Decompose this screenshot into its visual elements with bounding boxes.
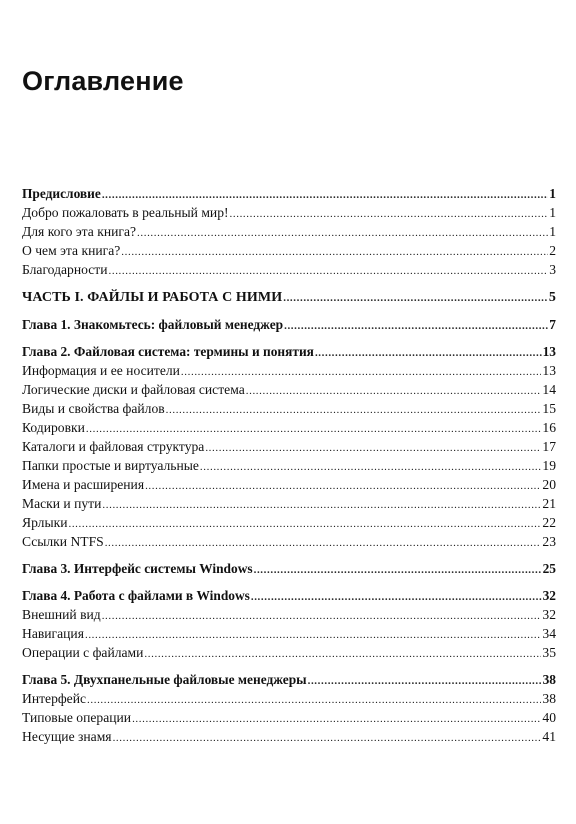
dot-leader bbox=[105, 534, 542, 553]
dot-leader bbox=[284, 317, 548, 336]
dot-leader bbox=[109, 262, 549, 281]
dot-leader bbox=[102, 496, 541, 515]
toc-page-number: 7 bbox=[549, 317, 556, 332]
dot-leader bbox=[102, 607, 542, 626]
toc-entry[interactable] bbox=[22, 418, 556, 437]
toc-entry-chapter-2[interactable] bbox=[22, 342, 556, 361]
dot-leader bbox=[283, 289, 548, 308]
toc-entry-chapter-1[interactable] bbox=[22, 315, 556, 334]
dot-leader bbox=[113, 729, 542, 748]
toc-page-number: 14 bbox=[542, 382, 556, 397]
toc-entry[interactable] bbox=[22, 624, 556, 643]
toc-page-number: 20 bbox=[542, 477, 556, 492]
dot-leader bbox=[137, 224, 548, 243]
toc-entry[interactable] bbox=[22, 643, 556, 662]
toc-page-number: 13 bbox=[542, 363, 556, 378]
toc-entry[interactable] bbox=[22, 708, 556, 727]
toc-entry[interactable] bbox=[22, 475, 556, 494]
dot-leader bbox=[145, 477, 541, 496]
dot-leader bbox=[246, 382, 542, 401]
toc-page-number: 15 bbox=[542, 401, 556, 416]
toc-page-number: 1 bbox=[549, 224, 556, 239]
toc-page-number: 13 bbox=[542, 344, 556, 359]
toc-page-number: 17 bbox=[542, 439, 556, 454]
toc-entry[interactable] bbox=[22, 494, 556, 513]
toc-entry-label: Внешний вид bbox=[22, 607, 101, 622]
toc-entry-label: Каталоги и файловая структура bbox=[22, 439, 205, 454]
toc-entry-label: Кодировки bbox=[22, 420, 85, 435]
toc-entry-label: Глава 3. Интерфейс системы Windows bbox=[22, 561, 253, 576]
toc-entry-label: Предисловие bbox=[22, 186, 101, 201]
dot-leader bbox=[230, 205, 549, 224]
toc-entry[interactable] bbox=[22, 222, 556, 241]
toc-entry-label: Несущие знамя bbox=[22, 729, 112, 744]
toc-entry-label: Благодарности bbox=[22, 262, 108, 277]
toc-entry-chapter-4[interactable] bbox=[22, 586, 556, 605]
toc-page-number: 3 bbox=[549, 262, 556, 277]
toc-page-number: 35 bbox=[542, 645, 556, 660]
toc-entry-label: Глава 5. Двухпанельные файловые менеджеры bbox=[22, 672, 307, 687]
toc-page-number: 32 bbox=[542, 607, 556, 622]
toc-page-number: 41 bbox=[542, 729, 556, 744]
toc-entry[interactable] bbox=[22, 727, 556, 746]
toc-page-number: 25 bbox=[542, 561, 556, 576]
dot-leader bbox=[200, 458, 541, 477]
dot-leader bbox=[85, 626, 541, 645]
toc-page-number: 16 bbox=[542, 420, 556, 435]
toc-entry[interactable] bbox=[22, 380, 556, 399]
toc-entry-part-1[interactable] bbox=[22, 288, 556, 307]
toc-entry-chapter-3[interactable] bbox=[22, 559, 556, 578]
dot-leader bbox=[87, 691, 541, 710]
dot-leader bbox=[132, 710, 541, 729]
toc-entry[interactable] bbox=[22, 203, 556, 222]
toc-entry[interactable] bbox=[22, 532, 556, 551]
toc-page-number: 38 bbox=[542, 672, 556, 687]
dot-leader bbox=[205, 439, 541, 458]
toc-entry-label: Операции с файлами bbox=[22, 645, 144, 660]
toc-page-number: 23 bbox=[542, 534, 556, 549]
toc-page-number: 40 bbox=[542, 710, 556, 725]
dot-leader bbox=[308, 672, 542, 691]
toc-page-number: 1 bbox=[549, 205, 556, 220]
toc-entry-label: О чем эта книга? bbox=[22, 243, 121, 258]
toc-entry[interactable] bbox=[22, 260, 556, 279]
toc-entry-label: Глава 4. Работа с файлами в Windows bbox=[22, 588, 250, 603]
toc-entry[interactable] bbox=[22, 689, 556, 708]
toc-entry-label: Логические диски и файловая система bbox=[22, 382, 245, 397]
toc-entry[interactable] bbox=[22, 456, 556, 475]
toc-page-number: 34 bbox=[542, 626, 556, 641]
toc-page-number: 32 bbox=[542, 588, 556, 603]
toc-page-number: 2 bbox=[549, 243, 556, 258]
toc-page-number: 21 bbox=[542, 496, 556, 511]
dot-leader bbox=[121, 243, 548, 262]
dot-leader bbox=[315, 344, 542, 363]
toc-page-number: 38 bbox=[542, 691, 556, 706]
table-of-contents bbox=[22, 184, 556, 746]
toc-entry[interactable] bbox=[22, 513, 556, 532]
toc-page-number: 22 bbox=[542, 515, 556, 530]
toc-entry-label: Интерфейс bbox=[22, 691, 87, 706]
toc-entry-label: ЧАСТЬ I. ФАЙЛЫ И РАБОТА С НИМИ bbox=[22, 290, 283, 305]
toc-entry-label: Информация и ее носители bbox=[22, 363, 180, 378]
toc-page-number: 19 bbox=[542, 458, 556, 473]
toc-entry-label: Виды и свойства файлов bbox=[22, 401, 165, 416]
toc-entry-label: Ссылки NTFS bbox=[22, 534, 104, 549]
toc-entry[interactable] bbox=[22, 241, 556, 260]
dot-leader bbox=[254, 561, 542, 580]
toc-entry[interactable] bbox=[22, 437, 556, 456]
dot-leader bbox=[251, 588, 542, 607]
toc-entry-label: Добро пожаловать в реальный мир! bbox=[22, 205, 229, 220]
toc-entry-label: Маски и пути bbox=[22, 496, 102, 511]
toc-entry-label: Навигация bbox=[22, 626, 84, 641]
dot-leader bbox=[68, 515, 541, 534]
toc-entry-chapter-5[interactable] bbox=[22, 670, 556, 689]
toc-page-number: 5 bbox=[548, 290, 556, 305]
toc-page-number: 1 bbox=[549, 186, 556, 201]
toc-entry-label: Глава 2. Файловая система: термины и понятия bbox=[22, 344, 314, 359]
dot-leader bbox=[166, 401, 542, 420]
toc-entry-label: Типовые операции bbox=[22, 710, 132, 725]
page-title: Оглавление bbox=[22, 66, 184, 96]
toc-entry-label: Глава 1. Знакомьтесь: файловый менеджер bbox=[22, 317, 284, 332]
toc-entry[interactable] bbox=[22, 605, 556, 624]
toc-entry-label: Ярлыки bbox=[22, 515, 68, 530]
toc-entry-preface[interactable] bbox=[22, 184, 556, 203]
toc-entry[interactable] bbox=[22, 399, 556, 418]
toc-entry-label: Имена и расширения bbox=[22, 477, 145, 492]
toc-entry-label: Папки простые и виртуальные bbox=[22, 458, 199, 473]
toc-entry-label: Для кого эта книга? bbox=[22, 224, 137, 239]
toc-entry[interactable] bbox=[22, 361, 556, 380]
dot-leader bbox=[144, 645, 541, 664]
